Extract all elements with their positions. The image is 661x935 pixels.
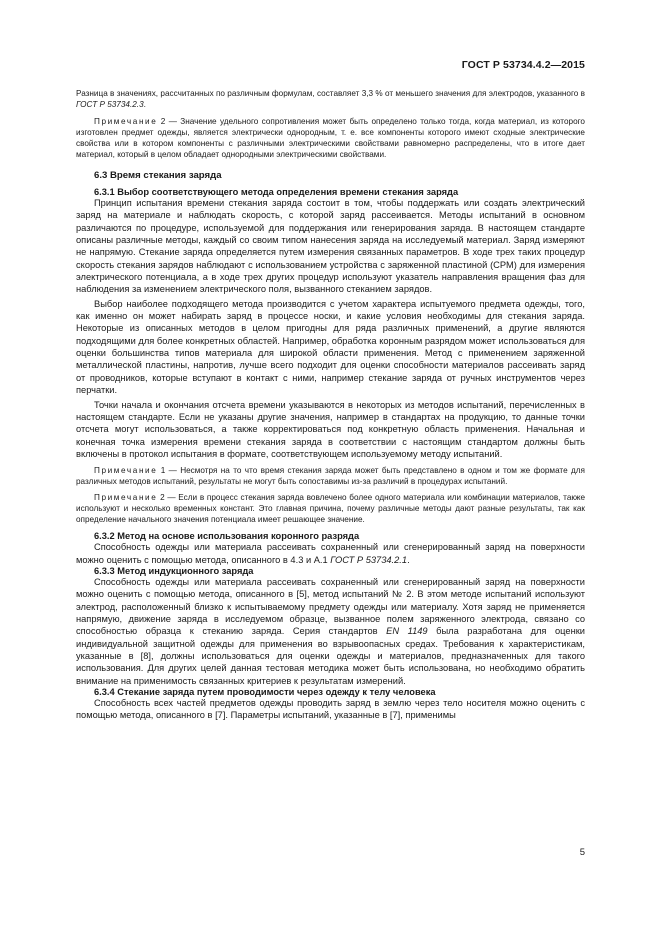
note-text: 2 — Если в процесс стекания заряда вовлечено более одного материала или комбинации материалов, также используют и несколько временных констант. Это главная причина, почему различные методы дают разные результаты, так как определение начального значения потенциала имеет решающее значение. [76,493,585,525]
section-6-3-1-note-1 [76,465,585,487]
intro-end: . [143,100,146,109]
note-text: 2 — Значение удельного сопротивления может быть определено только тогда, когда материал, из которого изготовлен предмет одежды, является электрически однородным, т. е. все компоненты которого имеют сходные электрические свойства или в котором компоненты с различными электрическими свойствами равномерно распределены, что в итоге дает материал, который в целом обладает однородными электрическими свойствами. [76,117,585,159]
section-6-3-4-heading: 6.3.4 Стекание заряда путем проводимости через одежду к телу человека [94,687,436,697]
page-body [76,88,585,722]
section-6-3-3-paragraph [76,576,585,687]
section-6-3-1-paragraph-2: Выбор наиболее подходящего метода производится с учетом характера испытуемого предмета одежды, того, как именно он может набирать заряд в процессе носки, и какие условия необходимы для стекания заряда. Некоторые из описанных методов в целом пригодны для ряда различных применений, а другие являются подходящими для более конкретных областей. Например, обработка коронным разрядом может использоваться для оценки большинства типов материала для широкой области применения. Метод с применением заряженной металлической пластины, напротив, лучше всего подходит для оценки способности материалов рассеивать заряд от проводников, которые вступают в контакт с ними, например стекание заряда от ручных инструментов через перчатки. [76,298,585,396]
section-6-3-heading: 6.3 Время стекания заряда [94,170,222,181]
section-6-3-2-heading: 6.3.2 Метод на основе использования коронного разряда [94,531,360,542]
note-2-resistivity [76,116,585,160]
page-number: 5 [579,847,585,858]
note-label: Примечание [94,493,158,503]
section-6-3-2-paragraph [76,541,585,566]
section-6-3-1-paragraph-3: Точки начала и окончания отсчета времени указываются в некоторых из методов испытаний, перечисленных в настоящем стандарте. Если не указаны другие значения, например в стандартах на продукцию, то данные точки отсчета могут использоваться, а также корректироваться под конкретную область применения. Начальная и конечная точка измерения времени стекания заряда в соответствии с настоящим стандартом должны быть включены в протокол испытания в формате, соответствующем используемому методу испытаний. [76,399,585,459]
note-label: Примечание [94,117,158,126]
section-6-3-1-paragraph-1: Принцип испытания времени стекания заряда состоит в том, чтобы поддержать или создать электрический заряд на материале и наблюдать скорость, с которой заряд рассеивается. Методы испытаний в основном различаются по процедуре, используемой для поддержания или генерирования заряда. В настоящем стандарте описаны различные методы, каждый со своим типом нанесения заряда на исследуемый материал. Заряд измеряют не напрямую. Стекание заряда определяется путем измерения связанных параметров. В ходе трех таких процедур скорость стекания зарядов наблюдают с использованием устройства с заряженной пластиной (СРМ) для измерения электрического потенциала, а в ходе трех других процедур используют указатель направления вращения фаз для наблюдения за изменением электрического поля, вызванного стеканием зарядов. [76,198,585,295]
section-6-3-1-note-2 [76,492,585,525]
section-6-3-4-paragraph: Способность всех частей предметов одежды проводить заряд в землю через тело носителя можно оценить с помощью метода, описанного в [7]. Параметры испытаний, указанные в [7], применимы [76,698,585,721]
section-6-3-1-heading: 6.3.1 Выбор соответствующего метода определения времени стекания заряда [94,187,459,197]
section-6-3-3-text-b: была разработана для оценки индивидуальной защитной одежды для применения во взрывоопасных средах. Требования к характеристикам, указанные в [8], должны использоваться для оценки одежды и материалов, предназначенных для такого использования. Для других целей данная тестовая методика может быть использована, но необходимо обратить внимание на применимость связанных критериев к результатам измерений. [76,626,585,686]
section-6-3-2-standard-ref: ГОСТ Р 53734.2.1 [330,554,408,565]
intro-text: Разница в значениях, рассчитанных по различным формулам, составляет 3,3 % от меньшего значения для электродов, указанного в [76,89,585,98]
intro-paragraph [76,88,585,110]
section-6-3-3-text-a: Способность одежды или материала рассеивать сохраненный или сгенерированный заряд на поверхности можно оценить с помощью метода, описанного в [5], метод испытаний № 2. В этом методе испытаний используют электрод, расположенный близко к испытываемому предмету одежды или материалу. Хотя заряд не применяется напрямую, движение заряда в исследуемом образце, вызванное полем заряженного электрода, связано со способностью образца к стеканию заряда. Серия стандартов [76,576,585,637]
note-label: Примечание [94,466,158,476]
section-6-3-3-heading: 6.3.3 Метод индукционного заряда [94,565,254,576]
standard-code-header: ГОСТ Р 53734.4.2—2015 [461,59,585,71]
section-6-3-2-end: . [407,554,410,565]
note-text: 1 — Несмотря на то что время стекания заряда может быть представлено в одном и том же формате для различных методов испытаний, результаты не могут быть сопоставимы из-за различий в процедурах испытаний. [76,466,585,487]
intro-standard-ref: ГОСТ Р 53734.2.3 [76,100,144,109]
section-6-3-2-text: Способность одежды или материала рассеивать сохраненный или сгенерированный заряд на поверхности можно оценить с помощью метода, описанного в 4.3 и А.1 [76,542,585,565]
section-6-3-3-standard-ref: EN 1149 [386,626,428,637]
